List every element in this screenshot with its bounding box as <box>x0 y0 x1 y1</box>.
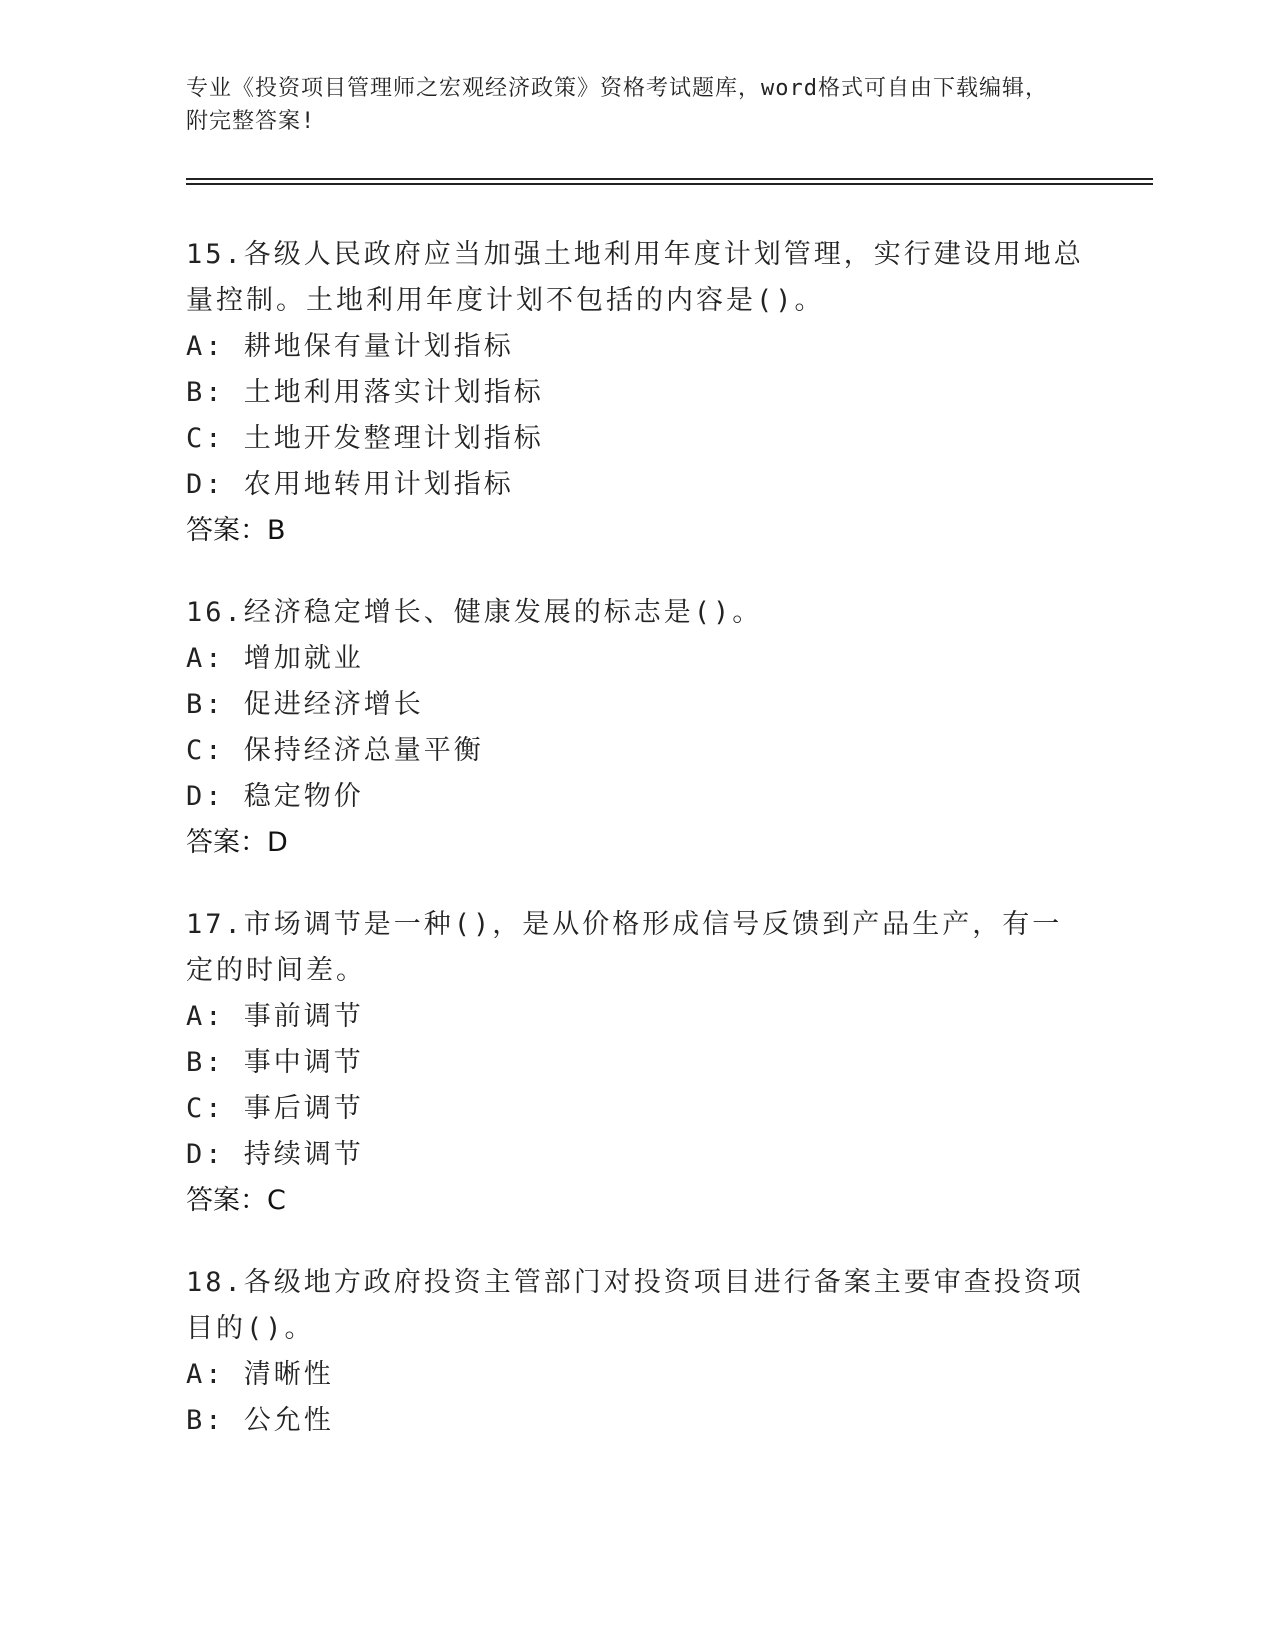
option-b: B: 促进经济增长 <box>186 689 424 720</box>
option-a: A: 耕地保有量计划指标 <box>186 331 514 362</box>
option-a: A: 事前调节 <box>186 1001 364 1032</box>
option-b: B: 土地利用落实计划指标 <box>186 377 544 408</box>
question-stem: 16.经济稳定增长、健康发展的标志是()。 <box>186 597 763 628</box>
question-stem: 18.各级地方政府投资主管部门对投资项目进行备案主要审查投资项目的()。 <box>186 1267 1084 1344</box>
option-d: D: 稳定物价 <box>186 781 364 812</box>
option-c: C: 保持经济总量平衡 <box>186 735 484 766</box>
answer-text: 答案：D <box>186 827 288 858</box>
option-a: A: 清晰性 <box>186 1359 334 1390</box>
question-18 <box>186 1260 1086 1444</box>
document-header: 专业《投资项目管理师之宏观经济政策》资格考试题库，word格式可自由下载编辑，附完整答案! <box>186 76 1048 134</box>
option-b: B: 事中调节 <box>186 1047 364 1078</box>
option-d: D: 持续调节 <box>186 1139 364 1170</box>
question-stem: 15.各级人民政府应当加强土地利用年度计划管理，实行建设用地总量控制。土地利用年度计划不包括的内容是()。 <box>186 239 1084 316</box>
option-b: B: 公允性 <box>186 1405 334 1436</box>
option-d: D: 农用地转用计划指标 <box>186 469 514 500</box>
question-15 <box>186 232 1086 554</box>
option-a: A: 增加就业 <box>186 643 364 674</box>
option-c: C: 事后调节 <box>186 1093 364 1124</box>
header-divider-bottom <box>186 183 1153 185</box>
question-16 <box>186 590 1086 866</box>
answer-text: 答案：C <box>186 1185 286 1216</box>
option-c: C: 土地开发整理计划指标 <box>186 423 544 454</box>
question-list <box>186 232 1086 1480</box>
question-stem: 17.市场调节是一种()，是从价格形成信号反馈到产品生产，有一定的时间差。 <box>186 909 1063 986</box>
answer-text: 答案：B <box>186 515 286 546</box>
header-divider-top <box>186 178 1153 180</box>
question-17 <box>186 902 1086 1224</box>
